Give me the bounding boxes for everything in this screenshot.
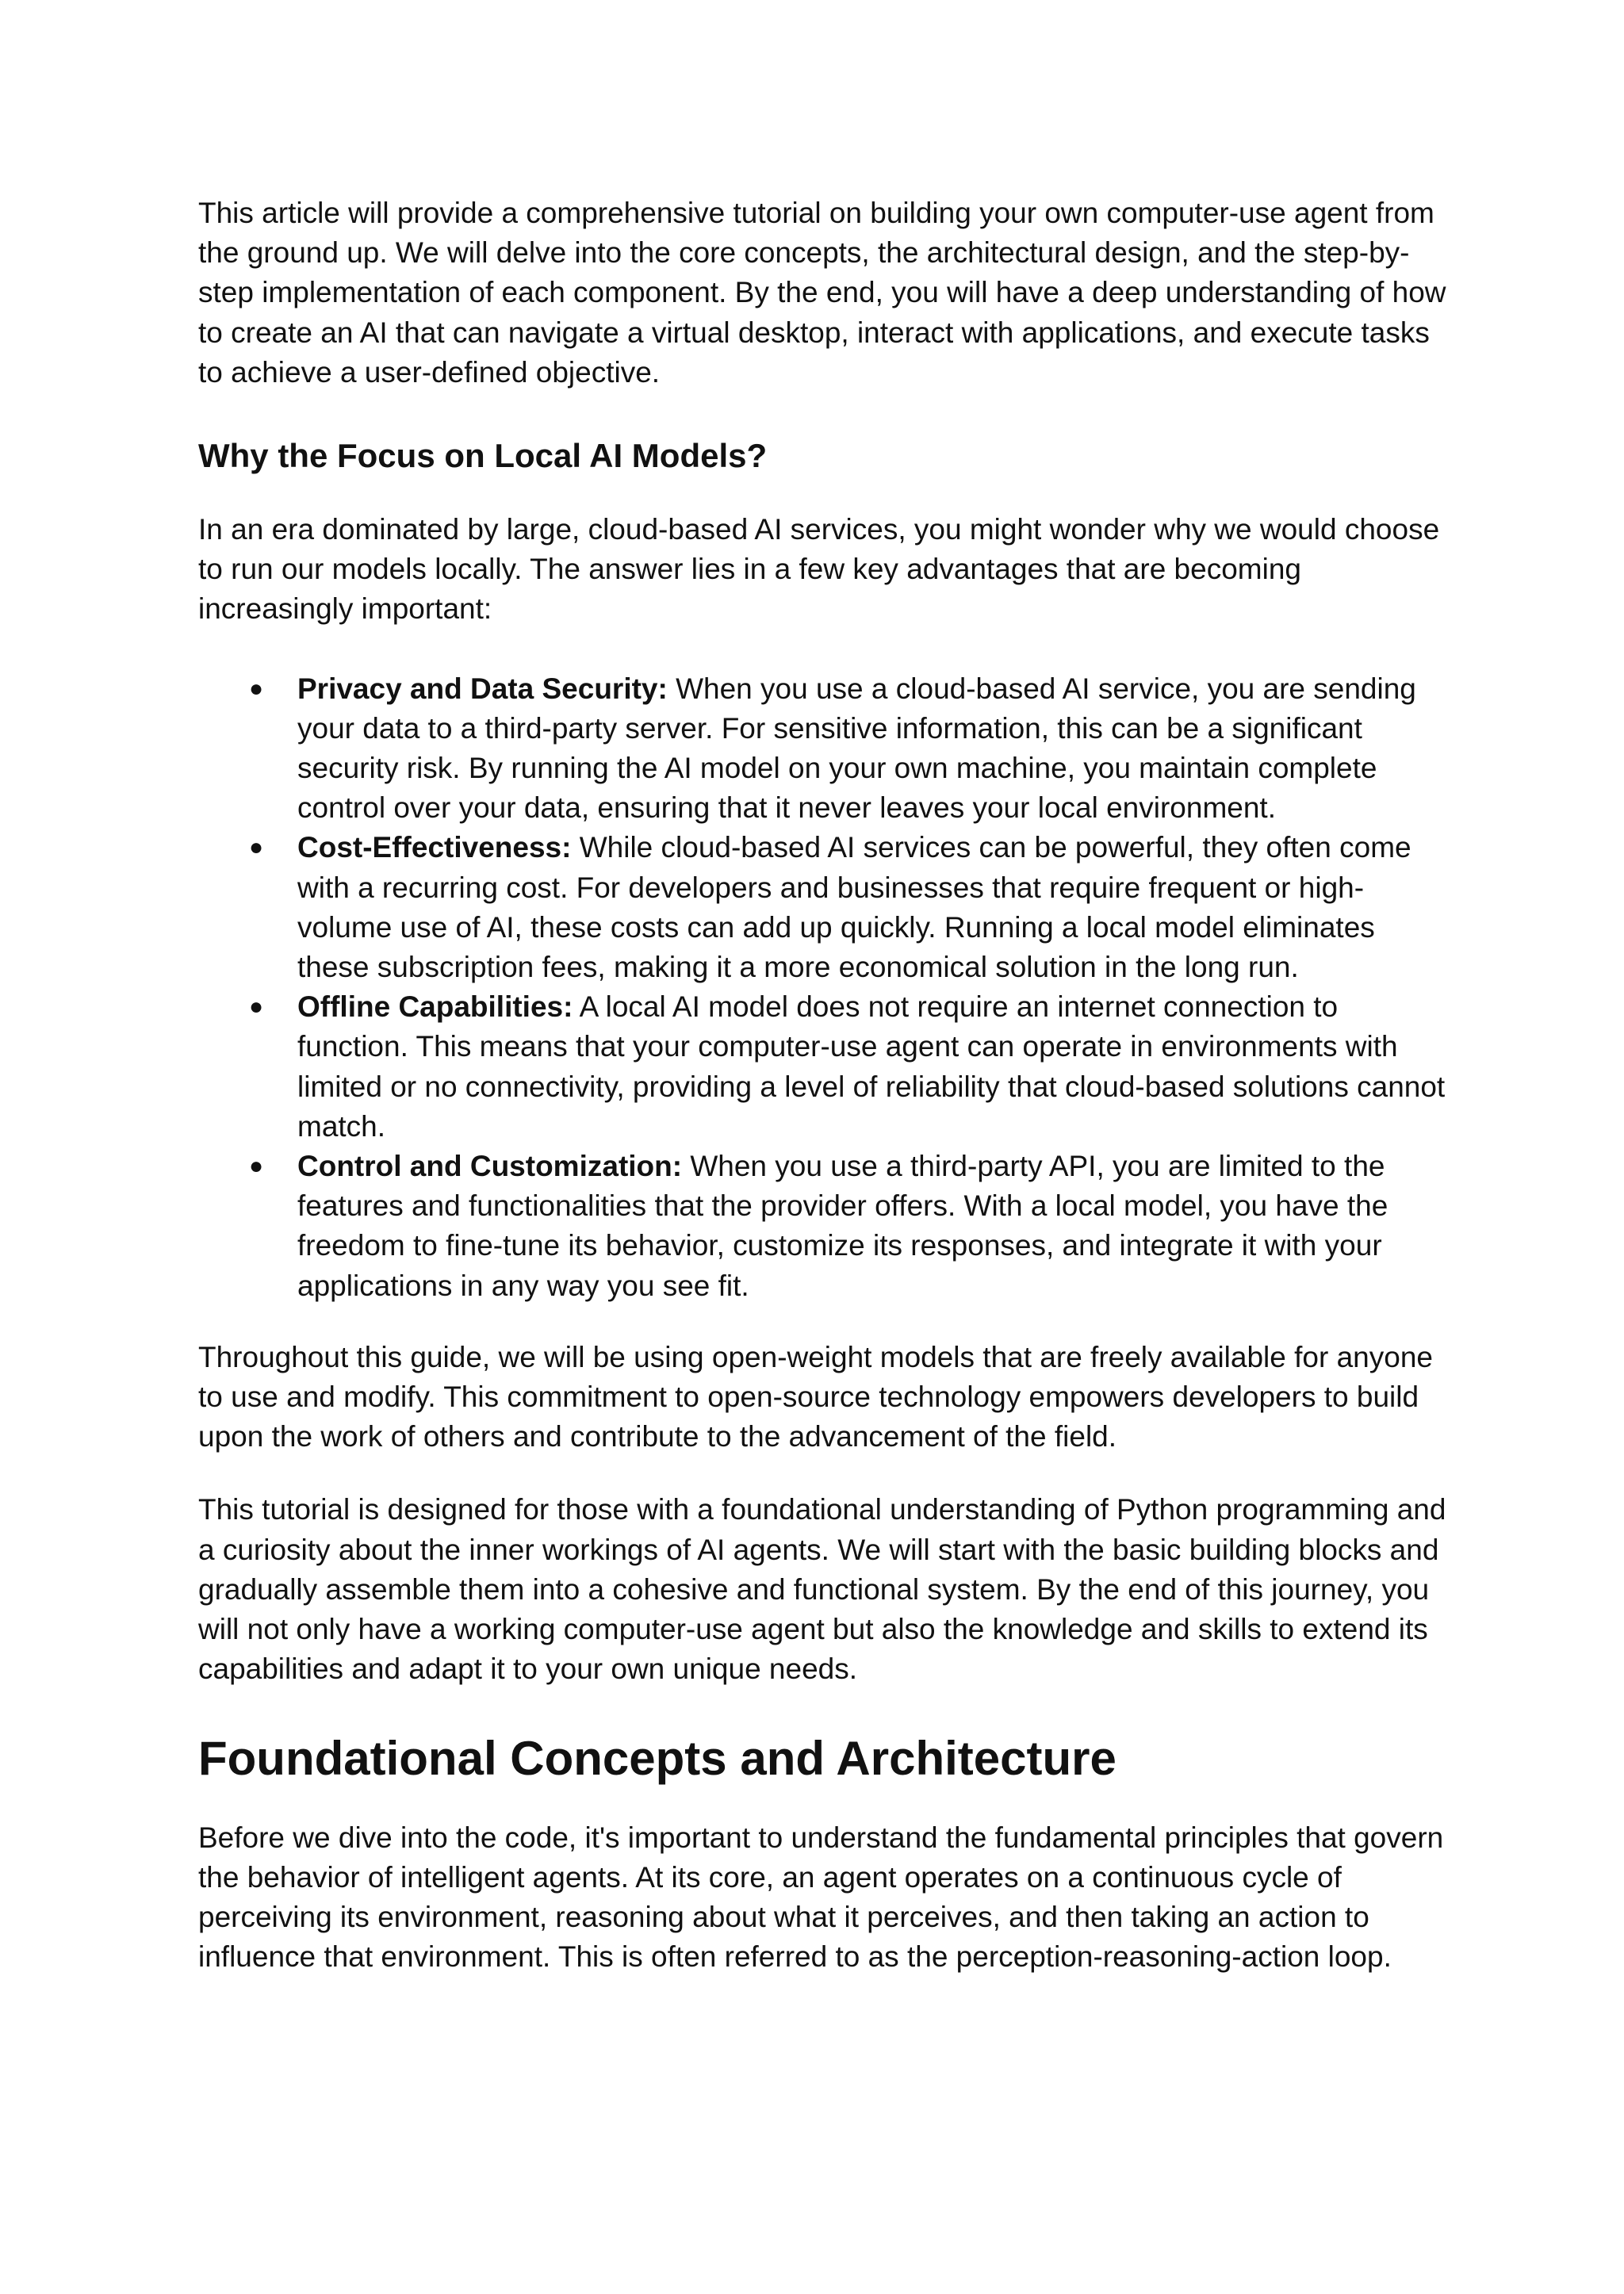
list-item <box>198 987 1451 1147</box>
foundational-paragraph: Before we dive into the code, it's important to understand the fundamental principles that govern the behavior of intelligent agents. At its core, an agent operates on a continuous cycle of perceiving its environment, reasoning about what it perceives, and then taking an action to influence that environment. This is often referred to as the perception-reasoning-action loop. <box>198 1821 1444 1974</box>
list-item <box>198 1147 1451 1306</box>
bullet-icon: ● <box>249 994 264 1021</box>
list-item-text: A local AI model does not require an internet connection to function. This means that your computer-use agent can operate in environments with limited or no connectivity, providing a level of reliability that cloud-based solutions cannot match. <box>297 990 1446 1143</box>
section-heading-foundational: Foundational Concepts and Architecture <box>198 1731 1116 1785</box>
bullet-icon: ● <box>249 834 264 861</box>
list-item-text: While cloud-based AI services can be powerful, they often come with a recurring cost. For developers and businesses that require frequent or high-volume use of AI, these costs can add up quickly. Running a local model eliminates these subscription fees, making it a more economical solution in the long run. <box>297 831 1411 984</box>
list-item-term: Control and Customization: <box>297 1150 683 1183</box>
list-item-term: Offline Capabilities: <box>297 990 573 1024</box>
open-weight-paragraph: Throughout this guide, we will be using open-weight models that are freely available for anyone to use and modify. This commitment to open-source technology empowers developers to build upon the work of others and contribute to the advancement of the field. <box>198 1340 1433 1453</box>
intro-paragraph: This article will provide a comprehensive tutorial on building your own computer-use agent from the ground up. We will delve into the core concepts, the architectural design, and the step-by-step implementation of each component. By the end, you will have a deep understanding of how to create an AI that can navigate a virtual desktop, interact with applications, and execute tasks to achieve a user-defined objective. <box>198 197 1446 389</box>
list-item-term: Cost-Effectiveness: <box>297 831 572 864</box>
list-item <box>198 669 1451 829</box>
list-item-term: Privacy and Data Security: <box>297 672 668 705</box>
advantages-list <box>198 669 1451 1306</box>
list-item-text: When you use a cloud-based AI service, you are sending your data to a third-party server. For sensitive information, this can be a significant security risk. By running the AI model on your own machine, you maintain complete control over your data, ensuring that it never leaves your local environment. <box>297 672 1416 825</box>
local-ai-intro-paragraph: In an era dominated by large, cloud-based AI services, you might wonder why we would choose to run our models locally. The answer lies in a few key advantages that are becoming increasingly important: <box>198 513 1440 626</box>
audience-paragraph: This tutorial is designed for those with a foundational understanding of Python programming and a curiosity about the inner workings of AI agents. We will start with the basic building blocks and gradually assemble them into a cohesive and functional system. By the end of this journey, you will not only have a working computer-use agent but also the knowledge and skills to extend its capabilities and adapt it to your own unique needs. <box>198 1493 1446 1686</box>
list-item-text: When you use a third-party API, you are limited to the features and functionalities that the provider offers. With a local model, you have the freedom to fine-tune its behavior, customize its responses, and integrate it with your applications in any way you see fit. <box>297 1150 1388 1302</box>
document-page <box>198 193 1451 1977</box>
bullet-icon: ● <box>249 1153 264 1180</box>
bullet-icon: ● <box>249 675 264 702</box>
section-heading-local-ai: Why the Focus on Local AI Models? <box>198 437 768 475</box>
list-item <box>198 828 1451 987</box>
